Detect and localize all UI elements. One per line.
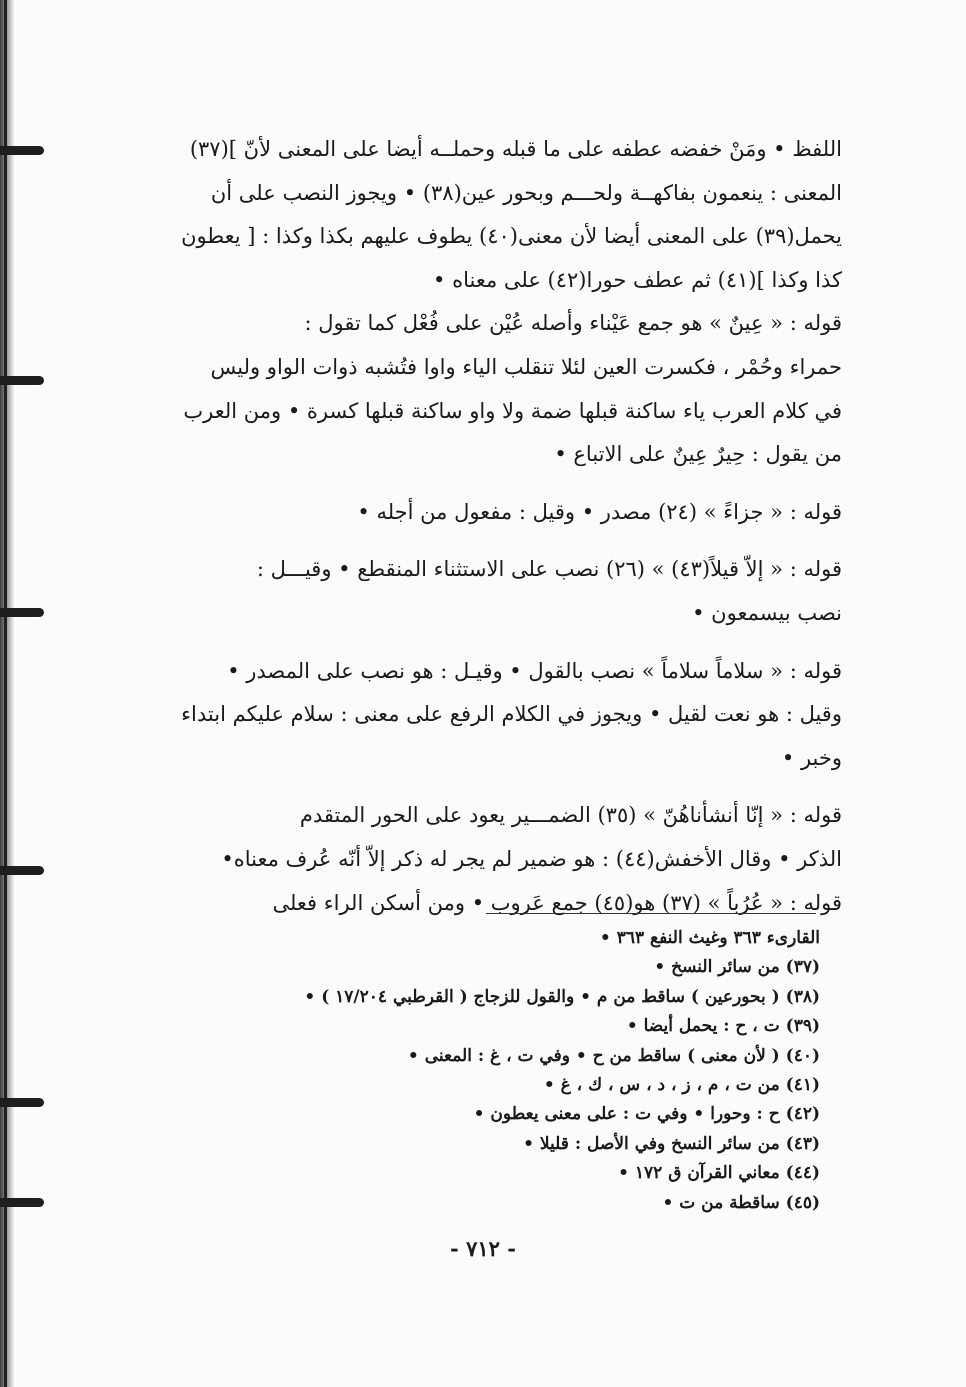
footnote: (٣٩) ت ، ح : يحمل أيضا • (626, 1016, 820, 1037)
text-line: كذا وكذا ](٤١) ثم عطف حورا(٤٢) على معناه • (433, 267, 842, 292)
footnote: (٤٣) من سائر النسخ وفي الأصل : قليلا • (523, 1133, 820, 1154)
footnote: (٣٧) من سائر النسخ • (654, 957, 820, 978)
footnotes (130, 924, 820, 1218)
paragraph (130, 302, 842, 476)
paragraph (130, 491, 842, 535)
footnote: (٤٤) معاني القرآن ق ١٧٢ • (618, 1163, 820, 1184)
footnote: (٤١) من ت ، م ، ز ، د ، س ، ك ، غ • (543, 1075, 820, 1096)
text-line: قوله : « جزاءً » (٢٤) مصدر • وقيل : مفعول من أجله • (357, 499, 842, 524)
text-line: قوله : « إنّا أنشأناهُنّ » (٣٥) الضمـــير يعود على الحور المتقدم (299, 803, 842, 828)
footnote: (٣٨) ( بحورعين ) ساقط من م • والقول للزجاج ( القرطبي ١٧/٢٠٤ ) • (304, 986, 820, 1007)
text-line: وخبر • (781, 745, 842, 770)
text-line: المعنى : ينعمون بفاكهــة ولحـــم وبحور عين(٣٨) • ويجوز النصب على أن (210, 180, 842, 205)
footnote-separator (486, 913, 816, 914)
text-line: قوله : « إلاّ قيلاً(٤٣) » (٢٦) نصب على الاستثناء المنقطع • وقيـــل : (256, 557, 842, 582)
text-line: يحمل(٣٩) على المعنى أيضا لأن معنى(٤٠) يطوف عليهم بكذا وكذا : [ يعطون (181, 224, 842, 249)
text-line: قوله : « سلاماً سلاماً » نصب بالقول • وقيـل : هو نصب على المصدر • (227, 658, 842, 683)
binding-mark (0, 146, 44, 155)
footnote: (٤٢) ح : وحورا • وفي ت : على معنى يعطون • (473, 1104, 820, 1125)
binding-edge (0, 0, 14, 1387)
paragraph (130, 650, 842, 781)
paragraph (130, 794, 842, 925)
text-line: قوله : « عِينٌ » هو جمع عَيْناء وأصله عُيْن على فُعْل كما تقول : (304, 311, 842, 336)
text-line: من يقول : حِيرٌ عِينٌ على الاتباع • (554, 442, 842, 467)
page-number: - ٧١٢ - (450, 1236, 516, 1261)
main-text (130, 128, 842, 925)
binding-mark (0, 866, 44, 875)
paragraph (130, 128, 842, 302)
binding-mark (0, 608, 44, 617)
binding-line (4, 0, 7, 1387)
text-line: نصب بيسمعون • (692, 600, 842, 625)
text-line: حمراء وحُمْر ، فكسرت العين لئلا تنقلب الياء واوا فتُشبه ذوات الواو وليس (210, 354, 842, 379)
text-line: اللفظ • ومَنْ خفضه عطفه على ما قبله وحملــه أيضا على المعنى لأنّ ](٣٧) (189, 137, 842, 161)
binding-mark (0, 1098, 44, 1107)
text-line: قوله : « عُرُباً » (٣٧) هو(٤٥) جمع عَروب • ومن أسكن الراء فعلى (272, 890, 842, 915)
paragraph (130, 548, 842, 635)
binding-mark (0, 1198, 44, 1207)
footnote: (٤٠) ( لأن معنى ) ساقط من ح • وفي ت ، غ : المعنى • (407, 1045, 820, 1066)
footnote: (٤٥) ساقطة من ت • (662, 1192, 820, 1213)
footnote: القارىء ٣٦٣ وغيث النفع ٣٦٣ • (599, 928, 820, 948)
text-line: في كلام العرب ياء ساكنة قبلها ضمة ولا واو ساكنة قبلها كسرة • ومن العرب (183, 398, 842, 423)
text-line: وقيل : هو نعت لقيل • ويجوز في الكلام الرفع على معنى : سلام عليكم ابتداء (181, 702, 842, 727)
binding-mark (0, 376, 44, 385)
text-line: الذكر • وقال الأخفش(٤٤) : هو ضمير لم يجر له ذكر إلاّ أنّه عُرف معناه• (221, 846, 842, 871)
